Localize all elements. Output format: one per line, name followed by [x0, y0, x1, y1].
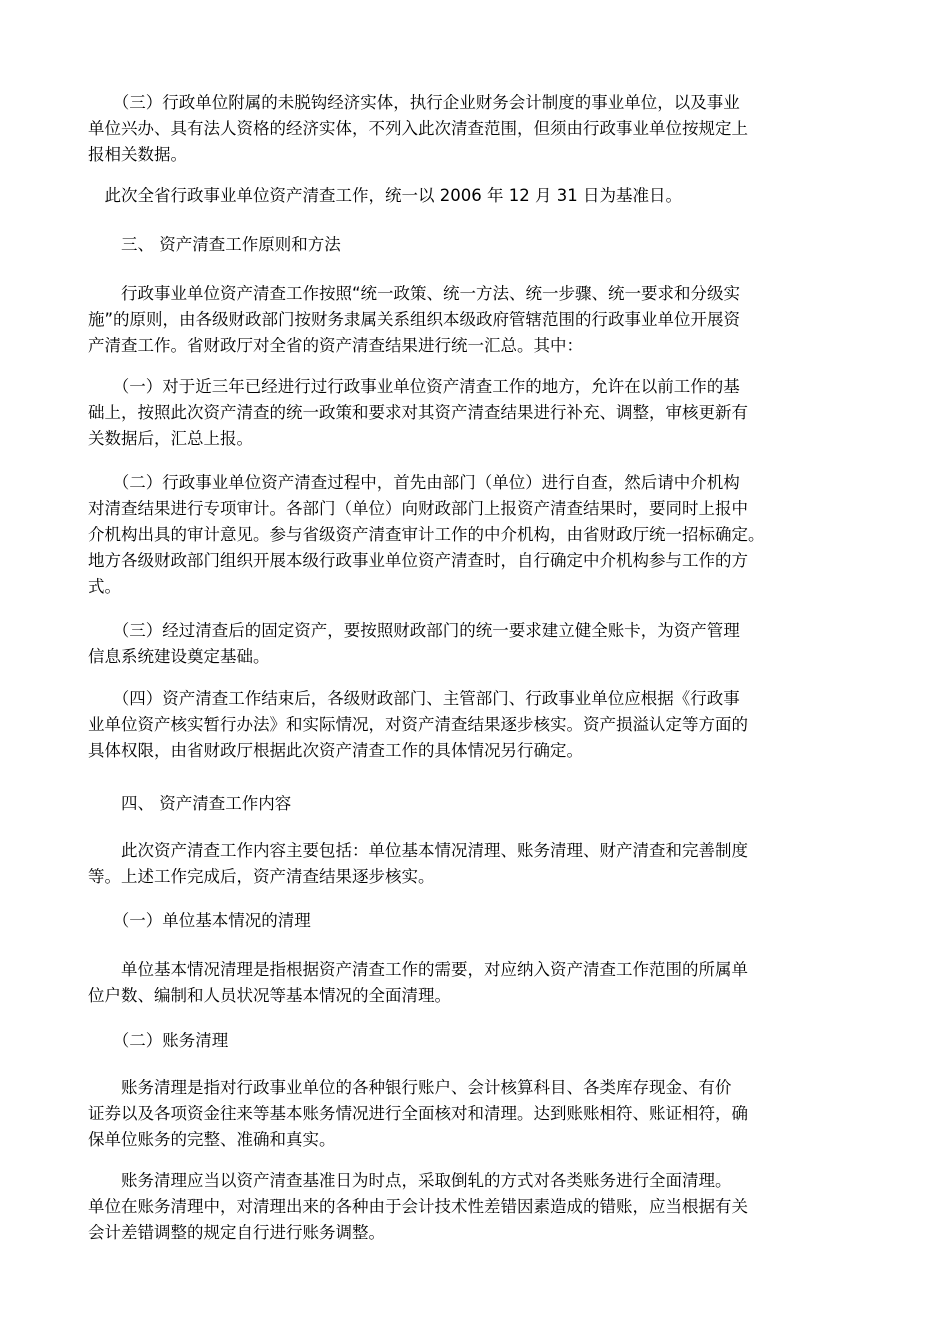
paragraph-accounts: 账务清理是指对行政事业单位的各种银行账户、会计核算科目、各类库存现金、有价 证券以及各项资金往来等基本账务情况进行全面核对和清理。达到账账相符、账证相符，确 保单位账务的完整、准确和真实。: [88, 1078, 748, 1149]
subheading-accounts: （二）账务清理: [88, 1031, 229, 1050]
paragraph-item-2: （二）行政事业单位资产清查过程中，首先由部门（单位）进行自查，然后请中介机构 对清查结果进行专项审计。各部门（单位）向财政部门上报资产清查结果时，要同时上报中 介机构出具的审计意见。参与省级资产清查审计工作的中介机构，由省财政厅统一招标确定。 地方各级财政部门组织开展本级行政事业单位资产清查时，自行确定中介机构参与工作的方 式。: [88, 473, 765, 596]
section-heading-principles: 三、 资产清查工作原则和方法: [88, 235, 341, 254]
section-heading-content: 四、 资产清查工作内容: [88, 794, 292, 813]
paragraph-item-3: （三）经过清查后的固定资产，要按照财政部门的统一要求建立健全账卡，为资产管理 信息系统建设奠定基础。: [88, 621, 740, 666]
paragraph-item-4: （四）资产清查工作结束后，各级财政部门、主管部门、行政事业单位应根据《行政事 业单位资产核实暂行办法》和实际情况，对资产清查结果逐步核实。资产损溢认定等方面的 具体权限，由省财政厅根据此次资产清查工作的具体情况另行确定。: [88, 689, 748, 760]
paragraph-principles: 行政事业单位资产清查工作按照“统一政策、统一方法、统一步骤、统一要求和分级实 施”的原则，由各级财政部门按财务隶属关系组织本级政府管辖范围的行政事业单位开展资 产清查工作。省财政厅对全省的资产清查结果进行统一汇总。其中：: [88, 284, 741, 355]
subheading-basic-info: （一）单位基本情况的清理: [88, 911, 311, 930]
paragraph-item-1: （一）对于近三年已经进行过行政事业单位资产清查工作的地方，允许在以前工作的基 础上，按照此次资产清查的统一政策和要求对其资产清查结果进行补充、调整，审核更新有 关数据后，汇总上报。: [88, 377, 748, 448]
paragraph-content-summary: 此次资产清查工作内容主要包括：单位基本情况清理、账务清理、财产清查和完善制度 等。上述工作完成后，资产清查结果逐步核实。: [88, 841, 748, 886]
paragraph-basic-info: 单位基本情况清理是指根据资产清查工作的需要，对应纳入资产清查工作范围的所属单 位户数、编制和人员状况等基本情况的全面清理。: [88, 960, 748, 1005]
paragraph-accounts-method: 账务清理应当以资产清查基准日为时点，采取倒轧的方式对各类账务进行全面清理。 单位在账务清理中，对清理出来的各种由于会计技术性差错因素造成的错账，应当根据有关 会计差错调整的规定自行进行账务调整。: [88, 1171, 748, 1242]
paragraph-exclusion-scope: （三）行政单位附属的未脱钩经济实体，执行企业财务会计制度的事业单位，以及事业 单位兴办、具有法人资格的经济实体，不列入此次清查范围，但须由行政事业单位按规定上 报相关数据。: [88, 93, 748, 164]
paragraph-base-date: 此次全省行政事业单位资产清查工作，统一以 2006 年 12 月 31 日为基准日。: [88, 186, 682, 205]
